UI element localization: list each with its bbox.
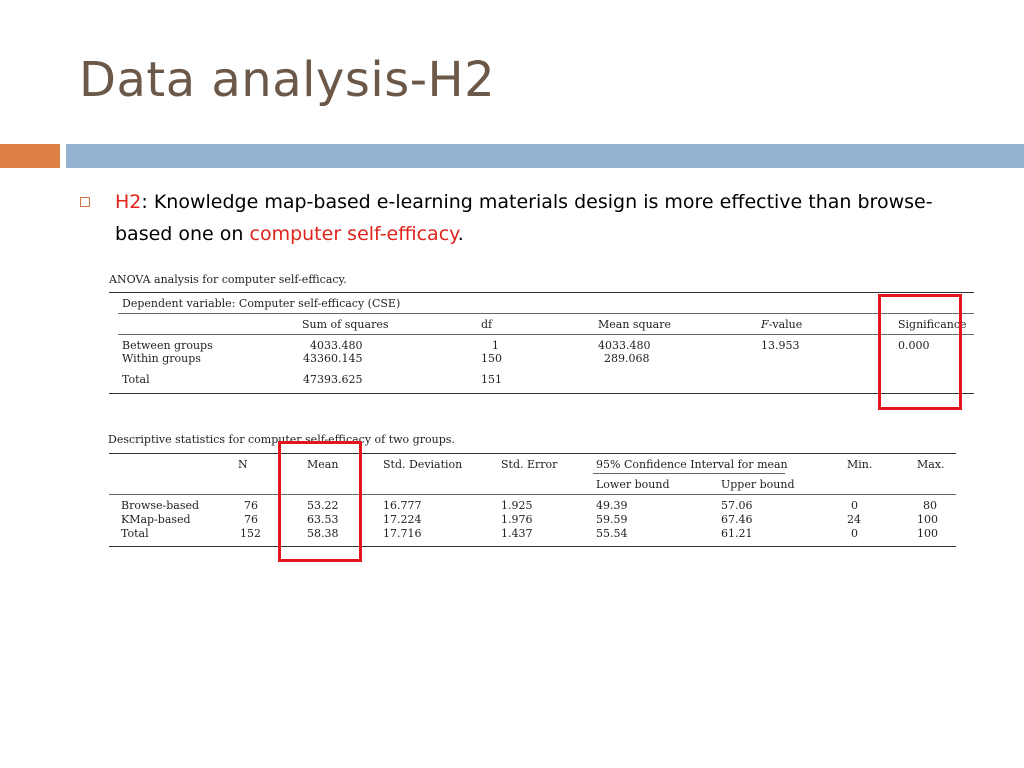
desc-cell-se: 1.437 [501, 527, 533, 540]
desc-cell-min: 24 [847, 513, 861, 526]
anova-header-f-suffix: -value [768, 318, 803, 331]
desc-cell-mean: 63.53 [307, 513, 339, 526]
anova-cell-df: 150 [481, 352, 502, 365]
desc-cell-n: 152 [240, 527, 261, 540]
desc-cell-n: 76 [244, 513, 258, 526]
anova-header-ms: Mean square [598, 318, 672, 331]
desc-cell-sd: 17.716 [383, 527, 422, 540]
desc-cell-sd: 17.224 [383, 513, 422, 526]
desc-cell-mean: 58.38 [307, 527, 339, 540]
anova-cell-ss: 4033.480 [310, 339, 363, 352]
anova-caption: ANOVA analysis for computer self-efficacy. [109, 273, 347, 286]
anova-cell-df: 1 [492, 339, 499, 352]
desc-cell-se: 1.976 [501, 513, 533, 526]
desc-header-lower: Lower bound [596, 478, 670, 491]
desc-cell-lower: 49.39 [596, 499, 628, 512]
desc-cell-sd: 16.777 [383, 499, 422, 512]
bullet-end: . [457, 223, 464, 245]
desc-header-n: N [238, 458, 248, 471]
anova-row-label: Total [122, 373, 150, 386]
anova-header-sig: Significance [898, 318, 967, 331]
desc-cell-upper: 57.06 [721, 499, 753, 512]
anova-header-df: df [481, 318, 493, 331]
slide-title: Data analysis-H2 [79, 52, 496, 108]
anova-cell-ms: 289.068 [604, 352, 650, 365]
desc-cell-max: 100 [917, 527, 938, 540]
desc-header-rule [109, 494, 956, 495]
bullet-label: H2 [115, 191, 142, 213]
desc-header-upper: Upper bound [721, 478, 795, 491]
anova-cell-ms: 4033.480 [598, 339, 651, 352]
desc-cell-max: 80 [923, 499, 937, 512]
desc-cell-upper: 61.21 [721, 527, 753, 540]
desc-cell-n: 76 [244, 499, 258, 512]
anova-header-f-symbol: F [761, 318, 769, 331]
desc-cell-mean: 53.22 [307, 499, 339, 512]
desc-row-label: Total [121, 527, 149, 540]
anova-dependent-label: Dependent variable: Computer self-efficacy (CSE) [122, 297, 401, 310]
anova-cell-df: 151 [481, 373, 502, 386]
descriptive-caption: Descriptive statistics for computer self-efficacy of two groups. [108, 433, 455, 446]
anova-cell-f: 13.953 [761, 339, 800, 352]
bullet-highlight: computer self-efficacy [249, 223, 458, 245]
descriptive-top-rule [109, 453, 956, 454]
mean-highlight-box [278, 441, 362, 562]
bullet-colon: : [141, 191, 148, 213]
desc-cell-min: 0 [851, 499, 858, 512]
anova-row-label: Within groups [122, 352, 201, 365]
desc-header-mean: Mean [307, 458, 339, 471]
desc-cell-min: 0 [851, 527, 858, 540]
desc-cell-lower: 55.54 [596, 527, 628, 540]
desc-header-sd: Std. Deviation [383, 458, 463, 471]
desc-cell-se: 1.925 [501, 499, 533, 512]
desc-cell-max: 100 [917, 513, 938, 526]
desc-header-max: Max. [917, 458, 945, 471]
anova-cell-sig: 0.000 [898, 339, 930, 352]
desc-header-min: Min. [847, 458, 873, 471]
anova-cell-ss: 47393.625 [303, 373, 363, 386]
desc-row-label: Browse-based [121, 499, 200, 512]
anova-header-ss: Sum of squares [302, 318, 389, 331]
desc-cell-upper: 67.46 [721, 513, 753, 526]
descriptive-bottom-rule [109, 546, 956, 547]
anova-row-label: Between groups [122, 339, 213, 352]
desc-ci-rule [593, 473, 785, 474]
desc-header-ci: 95% Confidence Interval for mean [596, 458, 788, 471]
desc-cell-lower: 59.59 [596, 513, 628, 526]
desc-row-label: KMap-based [121, 513, 191, 526]
bullet-body: Knowledge map-based e-learning materials design is more effective than browse-based one on [115, 191, 933, 245]
desc-header-se: Std. Error [501, 458, 558, 471]
anova-cell-ss: 43360.145 [303, 352, 363, 365]
